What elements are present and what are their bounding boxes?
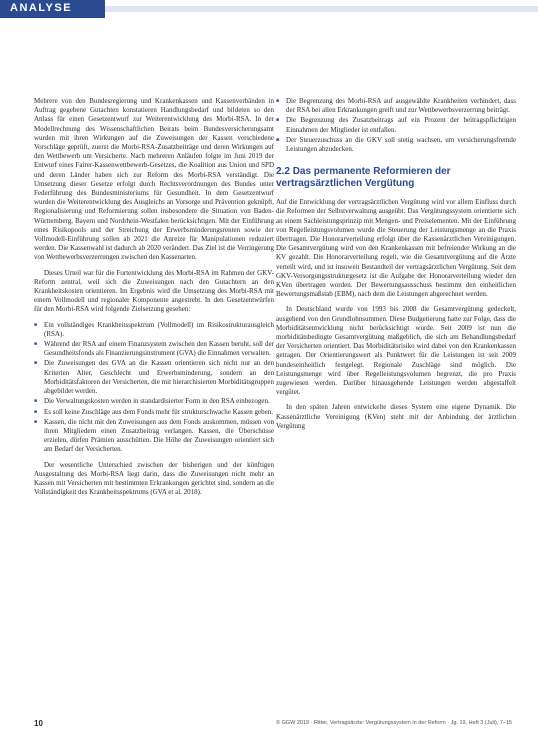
section-label: ANALYSE <box>10 2 73 14</box>
left-column <box>34 97 274 503</box>
header-bar <box>0 0 538 18</box>
left-paragraph-3: Der wesentliche Unterschied zwischen der bisherigen und der künftigen Ausgestaltung des Morbi-RSA liegt darin, dass die Zuweisungen nicht mehr an Kassen mit Versicherten mit bestimmten Erkrankungen gerichtet sind, sondern an die Vollständigkeit des Krankheitsspektrums (GVA et al. 2018). <box>34 460 274 497</box>
list-item: ■ Die Begrenzung des Zusatzbeitrags auf ein Prozent der beitragspflichtigen Einnahmen der Mitglieder ist entfallen. <box>276 116 516 134</box>
section-heading-text: Das permanente Reformieren der vertragsärztlichen Vergütung <box>276 166 451 190</box>
right-bullet-list <box>276 97 516 154</box>
list-item: ■ Der Steuerzuschuss an die GKV soll stetig wachsen, um versicherungsfremde Leistungen abzudecken. <box>276 136 516 154</box>
list-item: ■ Ein vollständiges Krankheitsspektrum (Vollmodell) im Risikostrukturausgleich (RSA). <box>34 321 274 339</box>
footer-citation: © GGW 2019 · Ritter, Vertragsärzte: Vergütungssystem in der Reform · Jg. 19, Heft 3 (Juli), 7–15 <box>276 720 513 726</box>
right-paragraph-2: In Deutschland wurde von 1993 bis 2008 die Gesamtvergütung gedeckelt, ausgehend von den Grundlohnsummen. Diese Budgetierung hatte zur Folge, dass die Morbiditätsentwicklung nicht berücksichtigt wurde. Seit 2009 ist nun die morbiditätsbedingte Gesamtvergütung maßgeblich, die sich am Behandlungsbedarf der Versicherten orientiert. Das Morbiditätsrisiko wird dabei von den Krankenkassen getragen. Der Orientierungswert als Punktwert für die Leistungen ist seit 2009 bundeseinheitlich festgelegt. Regionale Zuschläge sind möglich. Die Leistungsmenge wird über Regelleistungsvolumen begrenzt, die pro Praxis zugewiesen werden. Darüber hinausgehende Leistungen werden abgestaffelt vergütet. <box>276 305 516 397</box>
left-paragraph-2: Dieses Urteil war für die Fortentwicklung des Morbi-RSA im Rahmen der GKV-Reform zentral, weil sich die Zuweisungen nach den Gutachtern an den Krankheitskosten orientieren. Im Ergebnis wird die Umsetzung des Morbi-RSA mit einem Vollmodell und regionaler Komponente angestrebt. In den Gesetzentwürfen für den Morbi-RSA wird folgende Zielsetzung gesehen: <box>34 268 274 314</box>
page-footer <box>34 719 520 731</box>
right-paragraph-3: In den späten Jahren entwickelte dieses System eine eigene Dynamik. Die Kassenärztliche Vereinigung (KVen) steht mit der Anbindung der ärztlichen Vergütung <box>276 403 516 430</box>
header-stripe <box>105 6 538 12</box>
right-column <box>276 97 516 437</box>
left-paragraph-1: Mehrere von den Bundesregierung und Krankenkassen und Kassenverbänden in Auftrag gegebene Gutachten konstatieren Handlungsbedarf und bildeten so den Anlass für einen Gesetzentwurf zur Weiterentwicklung des Morbi-RSA. In der Modellrechnung des Wissenschaftlichen Beirats beim Bundesversicherungsamt wurden mit ihren Wirkungen auf die Zuweisungen der Kassen verschiedene Vorschläge geprüft, zuerst die Morbi-RSA-Zusatzbeiträge und deren Wirkungen auf den Wettbewerb um Versicherte. Nach mehreren Anläufen folgte im Juni 2019 der Entwurf eines Fairer-Kassenwettbewerb-Gesetzes, die Koalition aus Union und SPD und deren Länder haben sich zur Reform des Morbi-RSA verständigt. Die Umsetzung dieser Gesetze erfolgt durch Rechtsverordnungen des Bundes unter Federführung des Bundesministeriums für Gesundheit. In dem Gesetzentwurf wurden die Weiterentwicklung des Ausgleichs an Vorsorge und Prävention geknüpft, Regionalisierung und Reformierung sollen insbesondere die Situation von Baden-Württemberg, Bayern und Nordrhein-Westfalen berücksichtigen. Mit der Einführung eines Risikopools und der Streichung der Erwerbsminderungsrenten sowie der Vollmodell-Einführung sollen ab 2021 die Anreize für Manipulationen reduziert werden. Die Kassenwahl ist dadurch ab 2020 verändert. Das Ziel ist die Verringerung von Wettbewerbsverzerrungen zwischen den Kassenarten. <box>34 97 274 262</box>
right-paragraph-1: Auf die Entwicklung der vertragsärztlichen Vergütung wird vor allem Einfluss durch die Reformen der Selbstverwaltung ausgeübt. Das Vergütungssystem orientierte sich an einem Sachleistungsprinzip mit Mengen- und Preiselementen. Mit der Einführung von Regelleistungsvolumen wurde die Steuerung der Leistungsmenge an die Praxis übertragen. Die Honorarverteilung erfolgt über die Kassenärztlichen Vereinigungen. Die Gesamtvergütung wird von den Krankenkassen mit befreiender Wirkung an die KV gezahlt. Die Honorarverteilung regelt, wie die Gesamtvergütung auf die Ärzte verteilt wird, und ist insoweit Bestandteil der vertragsärztlichen Vergütung. Seit dem GKV-Versorgungsstrukturgesetz ist die Aufgabe der Honorarverteilung wieder den KVen übertragen worden. Der Bewertungsausschuss bestimmt den einheitlichen Bewertungsmaßstab (EBM), nach dem die Leistungen abgerechnet werden. <box>276 198 516 299</box>
page-number: 10 <box>34 719 43 728</box>
list-item: ■ Während der RSA auf einem Finanzsystem zwischen den Kassen beruht, soll der Gesundheitsfonds als Finanzierungsinstrument (GVA) die Einnahmen verwalten. <box>34 340 274 358</box>
list-item: ■ Die Begrenzung des Morbi-RSA auf ausgewählte Krankheiten verhindert, dass der RSA bei allen Erkrankungen greift und zur Wettbewerbsverzerrung beiträgt. <box>276 97 516 115</box>
list-item: ■ Die Verwaltungskosten werden in standardisierter Form in den RSA einbezogen. <box>34 397 274 406</box>
section-heading <box>276 166 516 190</box>
list-item: ■ Die Zuweisungen des GVA an die Kassen orientieren sich nicht nur an den Kriterien Alter, Geschlecht und Erwerbsminderung, sondern an den Morbiditätsfaktoren der Versicherten, die mit hierarchisierten Morbiditätsgruppen abgebildet werden. <box>34 359 274 396</box>
section-tab <box>0 0 105 18</box>
list-item: ■ Kassen, die nicht mit den Zuweisungen aus dem Fonds auskommen, müssen von ihren Mitgliedern einen Zusatzbeitrag verlangen. Kassen, die Überschüsse erzielen, dürfen Prämien ausschütten. Die Höhe der Zuweisungen orientiert sich am Bedarf der Versicherten. <box>34 418 274 455</box>
left-bullet-list <box>34 321 274 455</box>
list-item: ■ Es soll keine Zuschläge aus dem Fonds mehr für strukturschwache Kassen geben. <box>34 408 274 417</box>
section-heading-number: 2.2 <box>276 166 290 178</box>
